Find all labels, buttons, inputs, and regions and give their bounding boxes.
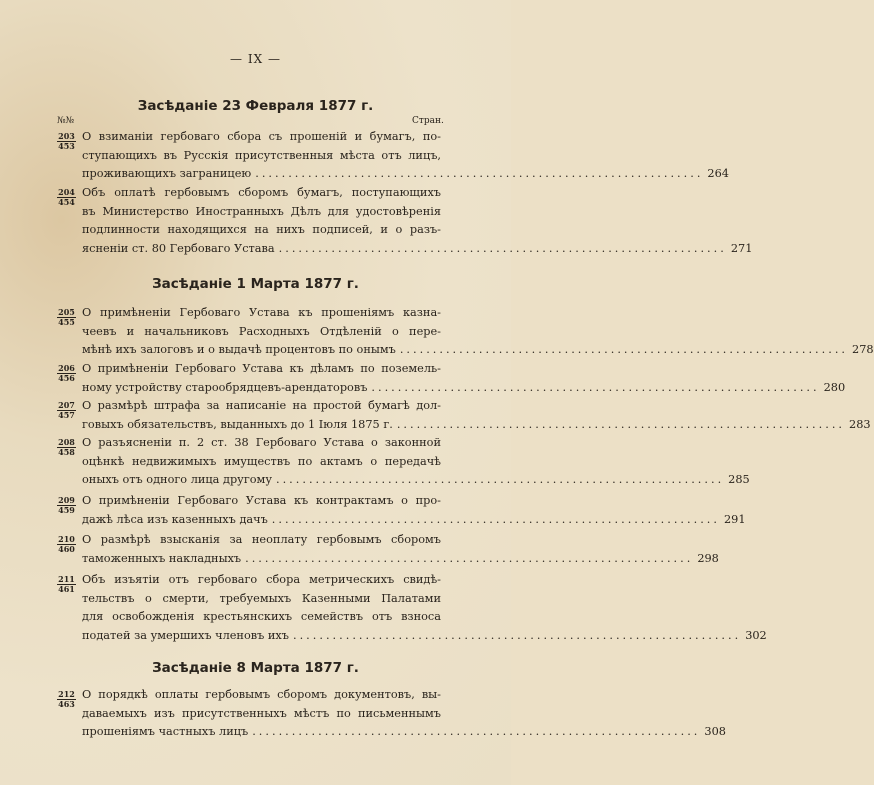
page-ref: 264: [707, 167, 729, 181]
page-ref: 308: [704, 725, 726, 739]
entry-number: 203 453: [58, 131, 75, 151]
section-title: Засѣданіе 23 Февраля 1877 г.: [137, 98, 374, 114]
dot-leader: ....................................................................: [396, 417, 846, 431]
dot-leader: ....................................................................: [271, 512, 720, 526]
page-ref: 291: [723, 512, 746, 526]
page-ref: 280: [823, 380, 846, 394]
page-number: — IX —: [230, 52, 281, 66]
page-ref: 271: [730, 241, 753, 255]
dot-leader: ....................................................................: [399, 343, 849, 357]
section-title: Засѣданіе 1 Марта 1877 г.: [152, 276, 359, 292]
entry-text: О порядкѣ оплаты гербовымъ сборомъ документовъ, вы- даваемыхъ изъ присутственныхъ мѣстъ по письменнымъ прошеніямъ частныхъ лицъ .................................................................... 308: [82, 686, 441, 742]
dot-leader: ....................................................................: [293, 628, 742, 642]
entry-text: О взиманіи гербоваго сбора съ прошеній и бумагъ, по- ступающихъ въ Русскія присутственныя мѣста отъ лицъ, проживающихъ заграницею .................................................................... 264: [82, 128, 441, 184]
page-ref: 285: [728, 473, 750, 487]
entry-number: 206 456: [58, 363, 75, 383]
dot-leader: ....................................................................: [371, 380, 820, 394]
dot-leader: ....................................................................: [278, 241, 727, 255]
entry-number: 207 457: [58, 400, 75, 420]
page-ref: 283: [849, 417, 871, 431]
entry-text: О размѣрѣ штрафа за написаніе на простой бумагѣ дол- говыхъ обязательствъ, выданныхъ до 1 Іюля 1875 г. .................................................................... 283: [82, 397, 441, 434]
page-column-label: Стран.: [412, 116, 444, 126]
entry-number: 204 454: [58, 187, 75, 207]
dot-leader: ....................................................................: [252, 725, 701, 739]
entry-number: 210 460: [58, 534, 75, 554]
entry-text: О разъясненіи п. 2 ст. 38 Гербоваго Устава о законной оцѣнкѣ недвижимыхъ имуществъ по актамъ о передачѣ оныхъ отъ одного лица другому .................................................................... 285: [82, 434, 441, 490]
entry-text: О примѣненіи Гербоваго Устава къ прошеніямъ казна- чеевъ и начальниковъ Расходныхъ Отдѣленій о пере- мѣнѣ ихъ залоговъ и о выдачѣ процентовъ по онымъ .................................................................... 278: [82, 304, 441, 360]
section-title: Засѣданіе 8 Марта 1877 г.: [152, 660, 359, 676]
entry-text: О примѣненіи Гербоваго Устава къ контрактамъ о про- дажѣ лѣса изъ казенныхъ дачъ .................................................................... 291: [82, 492, 441, 529]
number-column-label: №№: [57, 116, 75, 126]
entry-number: 211 461: [58, 574, 75, 594]
dot-leader: ....................................................................: [275, 473, 725, 487]
entry-number: 209 459: [58, 495, 75, 515]
entry-number: 208 458: [58, 437, 75, 457]
entry-number: 212 463: [58, 689, 75, 709]
dot-leader: ....................................................................: [255, 167, 704, 181]
page-ref: 298: [697, 551, 719, 565]
entry-text: Объ изъятіи отъ гербоваго сбора метрическихъ свидѣ- тельствъ о смерти, требуемыхъ Казенными Палатами для освобожденія крестьянскихъ семействъ отъ взноса податей за умершихъ членовъ ихъ .................................................................... 302: [82, 571, 441, 645]
entry-number: 205 455: [58, 307, 75, 327]
page-ref: 302: [745, 628, 767, 642]
entry-text: Объ оплатѣ гербовымъ сборомъ бумагъ, поступающихъ въ Министерство Иностранныхъ Дѣлъ для удостовѣренія подлинности находящихся на нихъ подписей, и о разъ- ясненіи ст. 80 Гербоваго Устава .................................................................... 271: [82, 184, 441, 258]
entry-text: О примѣненіи Гербоваго Устава къ дѣламъ по поземель- ному устройству старообрядцевъ-арендаторовъ .................................................................... 280: [82, 360, 441, 397]
entry-text: О размѣрѣ взысканія за неоплату гербовымъ сборомъ таможенныхъ накладныхъ .................................................................... 298: [82, 531, 441, 568]
page-ref: 278: [852, 343, 874, 357]
dot-leader: ....................................................................: [245, 551, 694, 565]
